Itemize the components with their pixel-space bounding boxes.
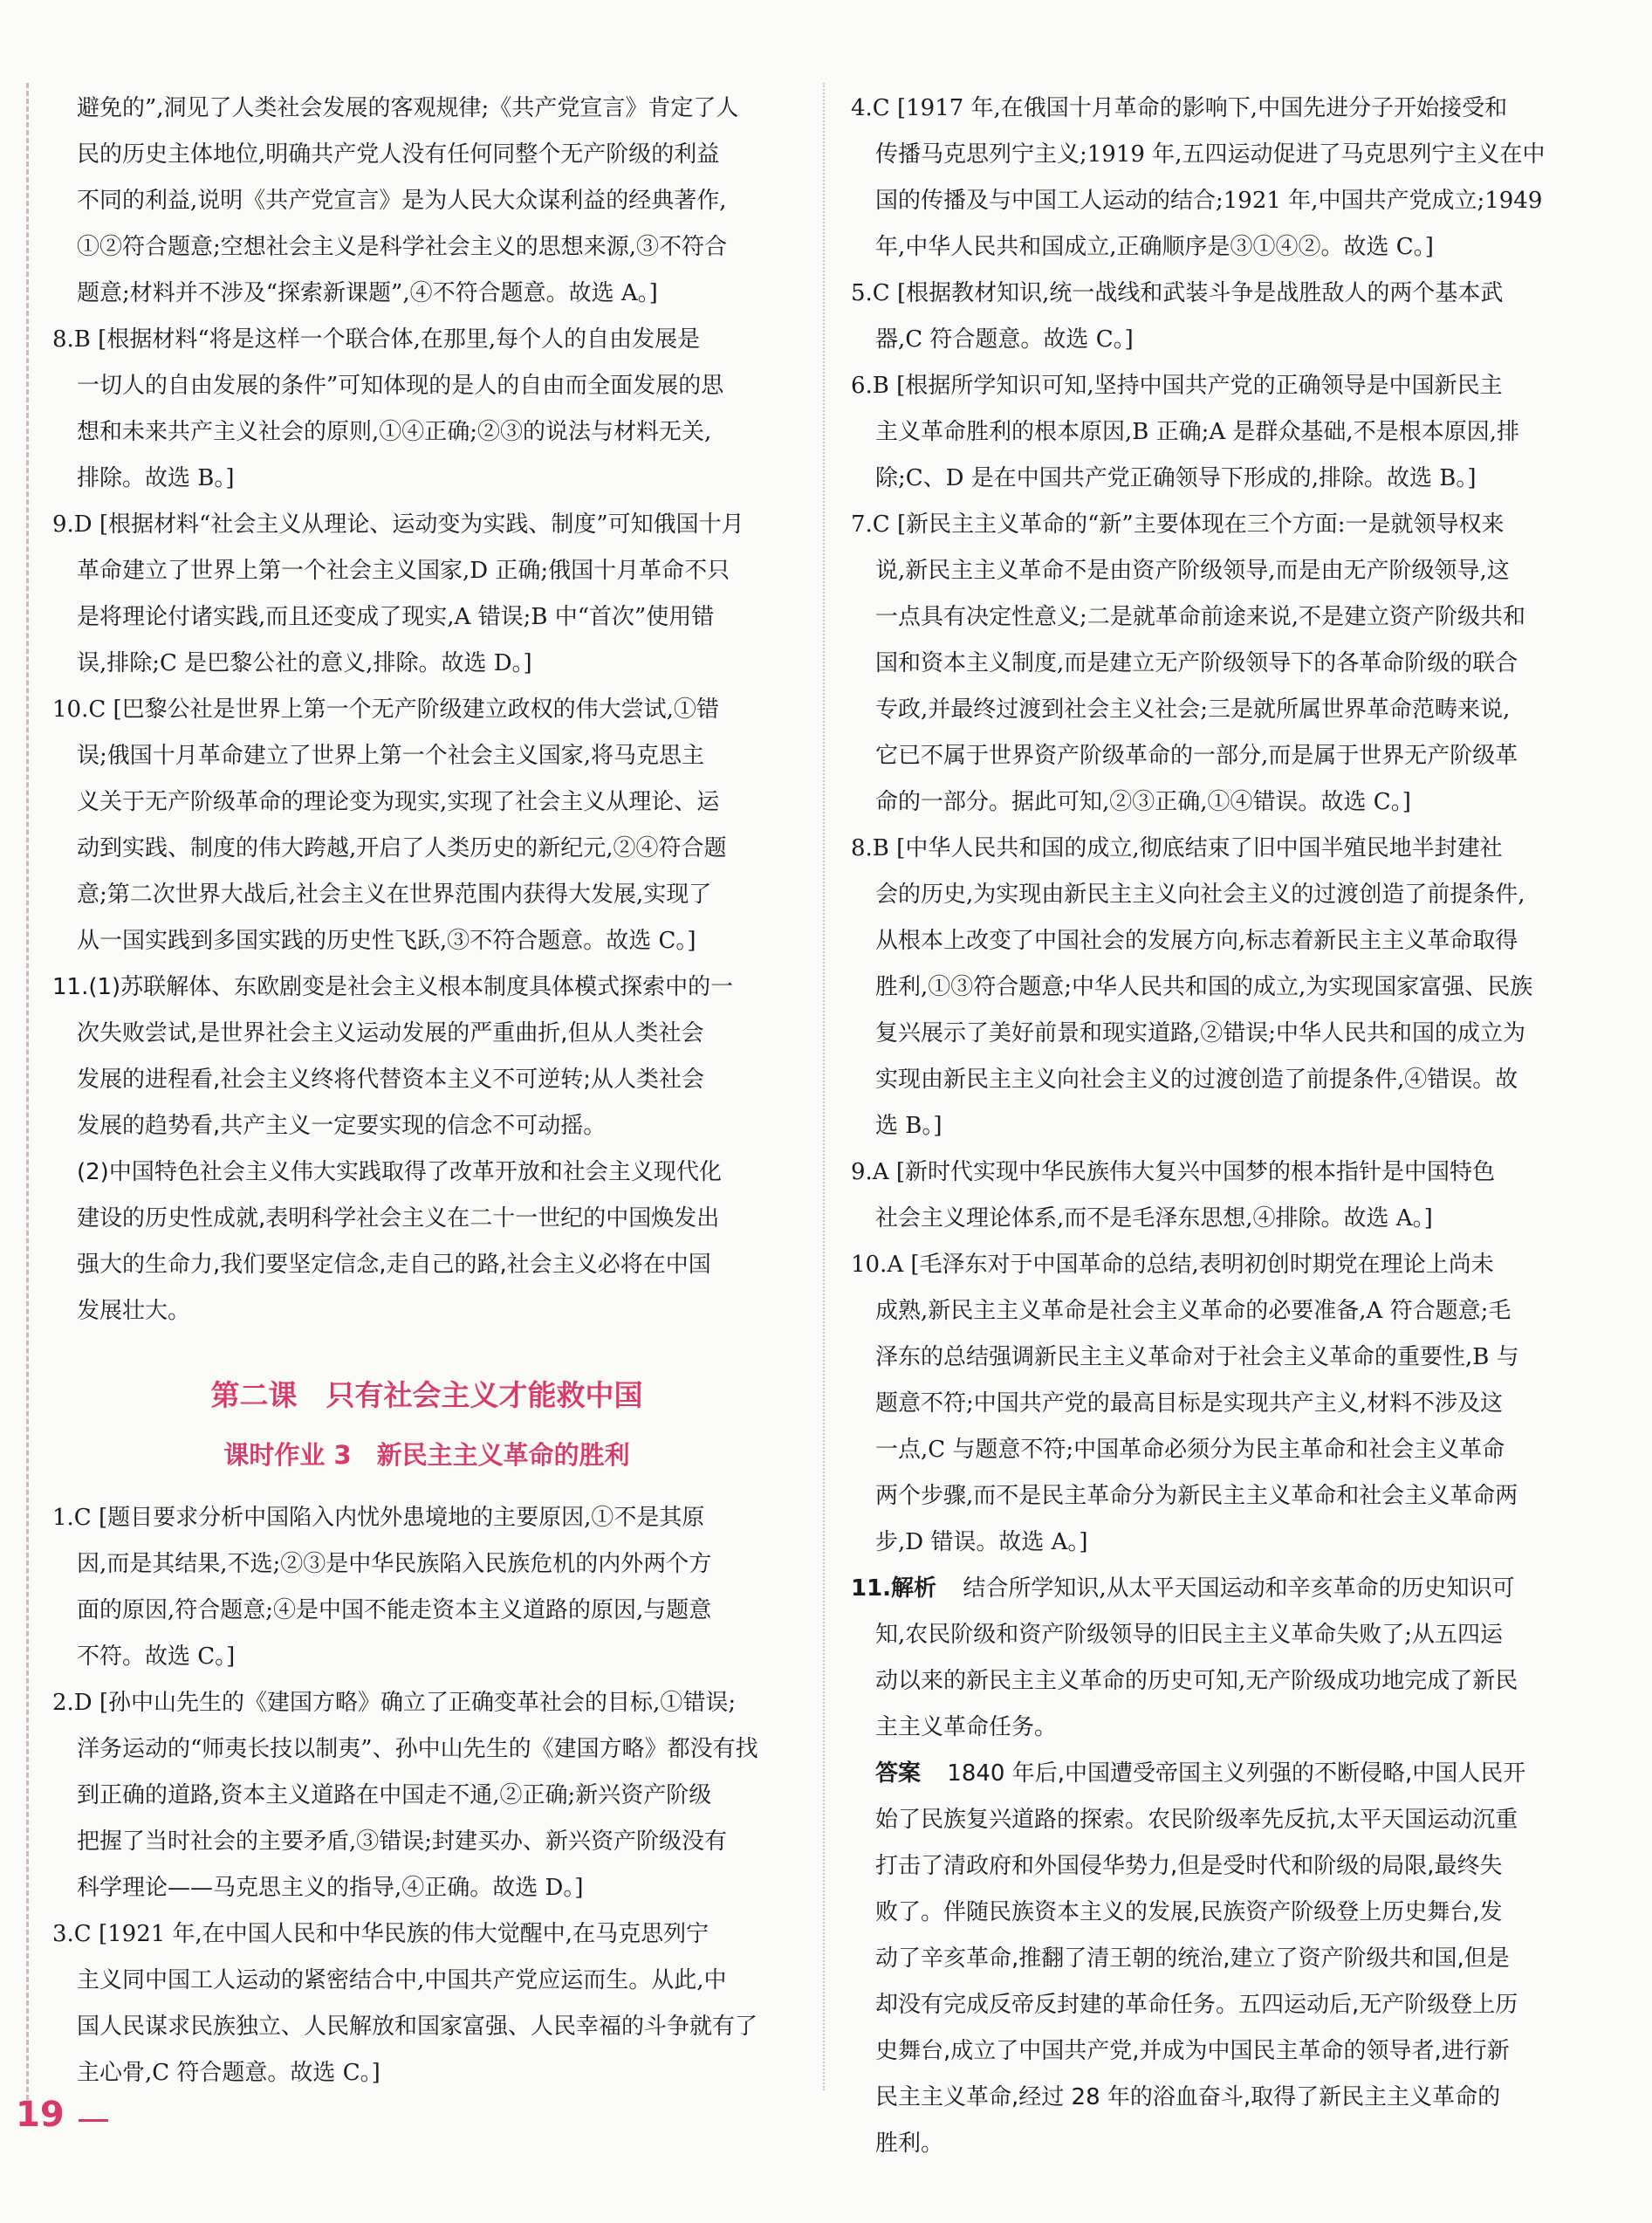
text-line: 传播马克思列宁主义;1919 年,五四运动促进了马克思列宁主义在中 xyxy=(875,141,1546,168)
left-column xyxy=(52,86,801,2096)
text-line: 洋务运动的“师夷长技以制夷”、孙中山先生的《建国方略》都没有找 xyxy=(77,1736,758,1762)
question-6-start: 6.B [根据所学知识可知,坚持中国共产党的正确领导是中国新民主 xyxy=(851,373,1503,399)
text-line: 想和未来共产主义社会的原则,①④正确;②③的说法与材料无关, xyxy=(77,419,712,445)
question-2-start: 2.D [孙中山先生的《建国方略》确立了正确变革社会的目标,①错误; xyxy=(52,1690,737,1716)
text-line: 选 B。] xyxy=(875,1113,943,1139)
text-line: 复兴展示了美好前景和现实道路,②错误;中华人民共和国的成立为 xyxy=(875,1020,1526,1046)
text-line: 发展的进程看,社会主义终将代替资本主义不可逆转;从人类社会 xyxy=(77,1067,705,1093)
text-line: 国的传播及与中国工人运动的结合;1921 年,中国共产党成立;1949 xyxy=(875,188,1543,214)
question-5-start: 5.C [根据教材知识,统一战线和武装斗争是战胜敌人的两个基本武 xyxy=(851,280,1504,306)
text-line: 却没有完成反帝反封建的革命任务。五四运动后,无产阶级登上历 xyxy=(875,1992,1518,2018)
text-line: 国人民谋求民族独立、人民解放和国家富强、人民幸福的斗争就有了 xyxy=(77,2014,758,2040)
answer-start xyxy=(851,1751,1610,1797)
text-line: 知,农民阶级和资产阶级领导的旧民主主义革命失败了;从五四运 xyxy=(875,1622,1504,1648)
text-line: 主主义革命任务。 xyxy=(875,1714,1058,1740)
question-11-start xyxy=(851,1566,1610,1612)
text-line: 误;俄国十月革命建立了世界上第一个社会主义国家,将马克思主 xyxy=(77,743,705,769)
text-line: 器,C 符合题意。故选 C。] xyxy=(875,326,1134,353)
question-1-start: 1.C [题目要求分析中国陷入内忧外患境地的主要原因,①不是其原 xyxy=(52,1505,705,1531)
text-line: 史舞台,成立了中国共产党,并成为中国民主革命的领导者,进行新 xyxy=(875,2038,1510,2064)
text-line: 避免的”,洞见了人类社会发展的客观规律;《共产党宣言》肯定了人 xyxy=(77,95,739,121)
text-line: 意;第二次世界大战后,社会主义在世界范围内获得大发展,实现了 xyxy=(77,882,712,908)
text-line: 建设的历史性成就,表明科学社会主义在二十一世纪的中国焕发出 xyxy=(77,1205,720,1232)
text-line: 国和资本主义制度,而是建立无产阶级领导下的各革命阶级的联合 xyxy=(875,650,1518,676)
text-line: 革命建立了世界上第一个社会主义国家,D 正确;俄国十月革命不只 xyxy=(77,558,730,584)
text-line: 面的原因,符合题意;④是中国不能走资本主义道路的原因,与题意 xyxy=(77,1597,712,1623)
text-line: 把握了当时社会的主要矛盾,③错误;封建买办、新兴资产阶级没有 xyxy=(77,1828,728,1855)
text-line: 实现由新民主主义向社会主义的过渡创造了前提条件,④错误。故 xyxy=(875,1067,1518,1093)
text-line: 步,D 错误。故选 A。] xyxy=(875,1529,1088,1555)
unit-title: 课时作业 3 新民主主义革命的胜利 xyxy=(223,1440,630,1470)
text-line: (2)中国特色社会主义伟大实践取得了改革开放和社会主义现代化 xyxy=(77,1159,722,1185)
text-line: 一点具有决定性意义;二是就革命前途来说,不是建立资产阶级共和 xyxy=(875,604,1526,630)
text-line: 打击了清政府和外国侵华势力,但是受时代和阶级的局限,最终失 xyxy=(875,1853,1503,1879)
text-line: 泽东的总结强调新民主主义革命对于社会主义革命的重要性,B 与 xyxy=(875,1344,1519,1370)
text-line: 败了。伴随民族资本主义的发展,民族资产阶级登上历史舞台,发 xyxy=(875,1899,1503,1925)
text-line: 始了民族复兴道路的探索。农民阶级率先反抗,太平天国运动沉重 xyxy=(875,1807,1518,1833)
page-number: 19 xyxy=(16,2095,65,2135)
column-divider xyxy=(823,83,825,2090)
text-line: 说,新民主主义革命不是由资产阶级领导,而是由无产阶级领导,这 xyxy=(875,558,1510,584)
text-line: 两个步骤,而不是民主革命分为新民主主义革命和社会主义革命两 xyxy=(875,1483,1518,1509)
text-line: 民主主义革命,经过 28 年的浴血奋斗,取得了新民主主义革命的 xyxy=(875,2084,1501,2110)
question-8-start: 8.B [根据材料“将是这样一个联合体,在那里,每个人的自由发展是 xyxy=(52,326,701,353)
text-line: 从一国实践到多国实践的历史性飞跃,③不符合题意。故选 C。] xyxy=(77,928,696,954)
question-10-start: 10.A [毛泽东对于中国革命的总结,表明初创时期党在理论上尚未 xyxy=(851,1252,1494,1278)
question-9-start: 9.A [新时代实现中华民族伟大复兴中国梦的根本指针是中国特色 xyxy=(851,1159,1495,1185)
answer-text: 1840 年后,中国遭受帝国主义列强的不断侵略,中国人民开 xyxy=(947,1760,1526,1787)
lesson-title: 第二课 只有社会主义才能救中国 xyxy=(210,1378,643,1412)
analysis-label: 11.解析 xyxy=(851,1575,937,1602)
text-line: 不同的利益,说明《共产党宣言》是为人民大众谋利益的经典著作, xyxy=(77,188,727,214)
text-line: 成熟,新民主主义革命是社会主义革命的必要准备,A 符合题意;毛 xyxy=(875,1298,1511,1324)
question-7-start: 7.C [新民主主义革命的“新”主要体现在三个方面:一是就领导权来 xyxy=(851,511,1505,538)
text-line: 一切人的自由发展的条件”可知体现的是人的自由而全面发展的思 xyxy=(77,373,724,399)
text-line: 主义同中国工人运动的紧密结合中,中国共产党应运而生。从此,中 xyxy=(77,1967,727,1993)
question-3-start: 3.C [1921 年,在中国人民和中华民族的伟大觉醒中,在马克思列宁 xyxy=(52,1921,709,1947)
text-line: 社会主义理论体系,而不是毛泽东思想,④排除。故选 A。] xyxy=(875,1205,1433,1232)
text-line: 科学理论——马克思主义的指导,④正确。故选 D。] xyxy=(77,1875,584,1901)
question-8-start: 8.B [中华人民共和国的成立,彻底结束了旧中国半殖民地半封建社 xyxy=(851,835,1503,861)
text-line: 动以来的新民主主义革命的历史可知,无产阶级成功地完成了新民 xyxy=(875,1668,1518,1694)
text-line: 胜利。 xyxy=(875,2130,944,2157)
text-line: 因,而是其结果,不选;②③是中华民族陷入民族危机的内外两个方 xyxy=(77,1551,712,1577)
text-line: 是将理论付诸实践,而且还变成了现实,A 错误;B 中“首次”使用错 xyxy=(77,604,715,630)
text-line: 它已不属于世界资产阶级革命的一部分,而是属于世界无产阶级革 xyxy=(875,743,1518,769)
right-column xyxy=(851,86,1610,2167)
text-line: ①②符合题意;空想社会主义是科学社会主义的思想来源,③不符合 xyxy=(77,234,728,260)
text-line: 题意不符;中国共产党的最高目标是实现共产主义,材料不涉及这 xyxy=(875,1390,1504,1417)
text-line: 排除。故选 B。] xyxy=(77,465,235,491)
text-line: 主心骨,C 符合题意。故选 C。] xyxy=(77,2060,380,2086)
text-line: 一点,C 与题意不符;中国革命必须分为民主革命和社会主义革命 xyxy=(875,1437,1505,1463)
question-9-start: 9.D [根据材料“社会主义从理论、运动变为实践、制度”可知俄国十月 xyxy=(52,511,744,538)
text-line: 动到实践、制度的伟大跨越,开启了人类历史的新纪元,②④符合题 xyxy=(77,835,727,861)
text-line: 年,中华人民共和国成立,正确顺序是③①④②。故选 C。] xyxy=(875,234,1434,260)
text-line: 发展壮大。 xyxy=(77,1298,191,1324)
question-10-start: 10.C [巴黎公社是世界上第一个无产阶级建立政权的伟大尝试,①错 xyxy=(52,696,719,723)
text-line: 胜利,①③符合题意;中华人民共和国的成立,为实现国家富强、民族 xyxy=(875,974,1533,1000)
text-line: 题意;材料并不涉及“探索新课题”,④不符合题意。故选 A。] xyxy=(77,280,658,306)
text-line: 除;C、D 是在中国共产党正确领导下形成的,排除。故选 B。] xyxy=(875,465,1477,491)
text-line: 不符。故选 C。] xyxy=(77,1643,236,1670)
left-margin-rule xyxy=(26,83,29,2108)
text-line: 义关于无产阶级革命的理论变为现实,实现了社会主义从理论、运 xyxy=(77,789,720,815)
page-number-dash xyxy=(79,2119,108,2122)
text-line: 会的历史,为实现由新民主主义向社会主义的过渡创造了前提条件, xyxy=(875,882,1525,908)
answer-label: 答案 xyxy=(875,1760,922,1787)
analysis-text: 结合所学知识,从太平天国运动和辛亥革命的历史知识可 xyxy=(963,1575,1515,1602)
text-line: 到正确的道路,资本主义道路在中国走不通,②正确;新兴资产阶级 xyxy=(77,1782,712,1808)
text-line: 强大的生命力,我们要坚定信念,走自己的路,社会主义必将在中国 xyxy=(77,1252,711,1278)
text-line: 命的一部分。据此可知,②③正确,①④错误。故选 C。] xyxy=(875,789,1411,815)
text-line: 主义革命胜利的根本原因,B 正确;A 是群众基础,不是根本原因,排 xyxy=(875,419,1519,445)
question-11-start: 11.(1)苏联解体、东欧剧变是社会主义根本制度具体模式探索中的一 xyxy=(52,974,734,1000)
text-line: 专政,并最终过渡到社会主义社会;三是就所属世界革命范畴来说, xyxy=(875,696,1511,723)
text-line: 民的历史主体地位,明确共产党人没有任何同整个无产阶级的利益 xyxy=(77,141,720,168)
text-line: 动了辛亥革命,推翻了清王朝的统治,建立了资产阶级共和国,但是 xyxy=(875,1945,1510,1972)
text-line: 误,排除;C 是巴黎公社的意义,排除。故选 D。] xyxy=(77,650,532,676)
text-line: 从根本上改变了中国社会的发展方向,标志着新民主主义革命取得 xyxy=(875,928,1518,954)
text-line: 次失败尝试,是世界社会主义运动发展的严重曲折,但从人类社会 xyxy=(77,1020,704,1046)
question-4-start: 4.C [1917 年,在俄国十月革命的影响下,中国先进分子开始接受和 xyxy=(851,95,1508,121)
text-line: 发展的趋势看,共产主义一定要实现的信念不可动摇。 xyxy=(77,1113,607,1139)
